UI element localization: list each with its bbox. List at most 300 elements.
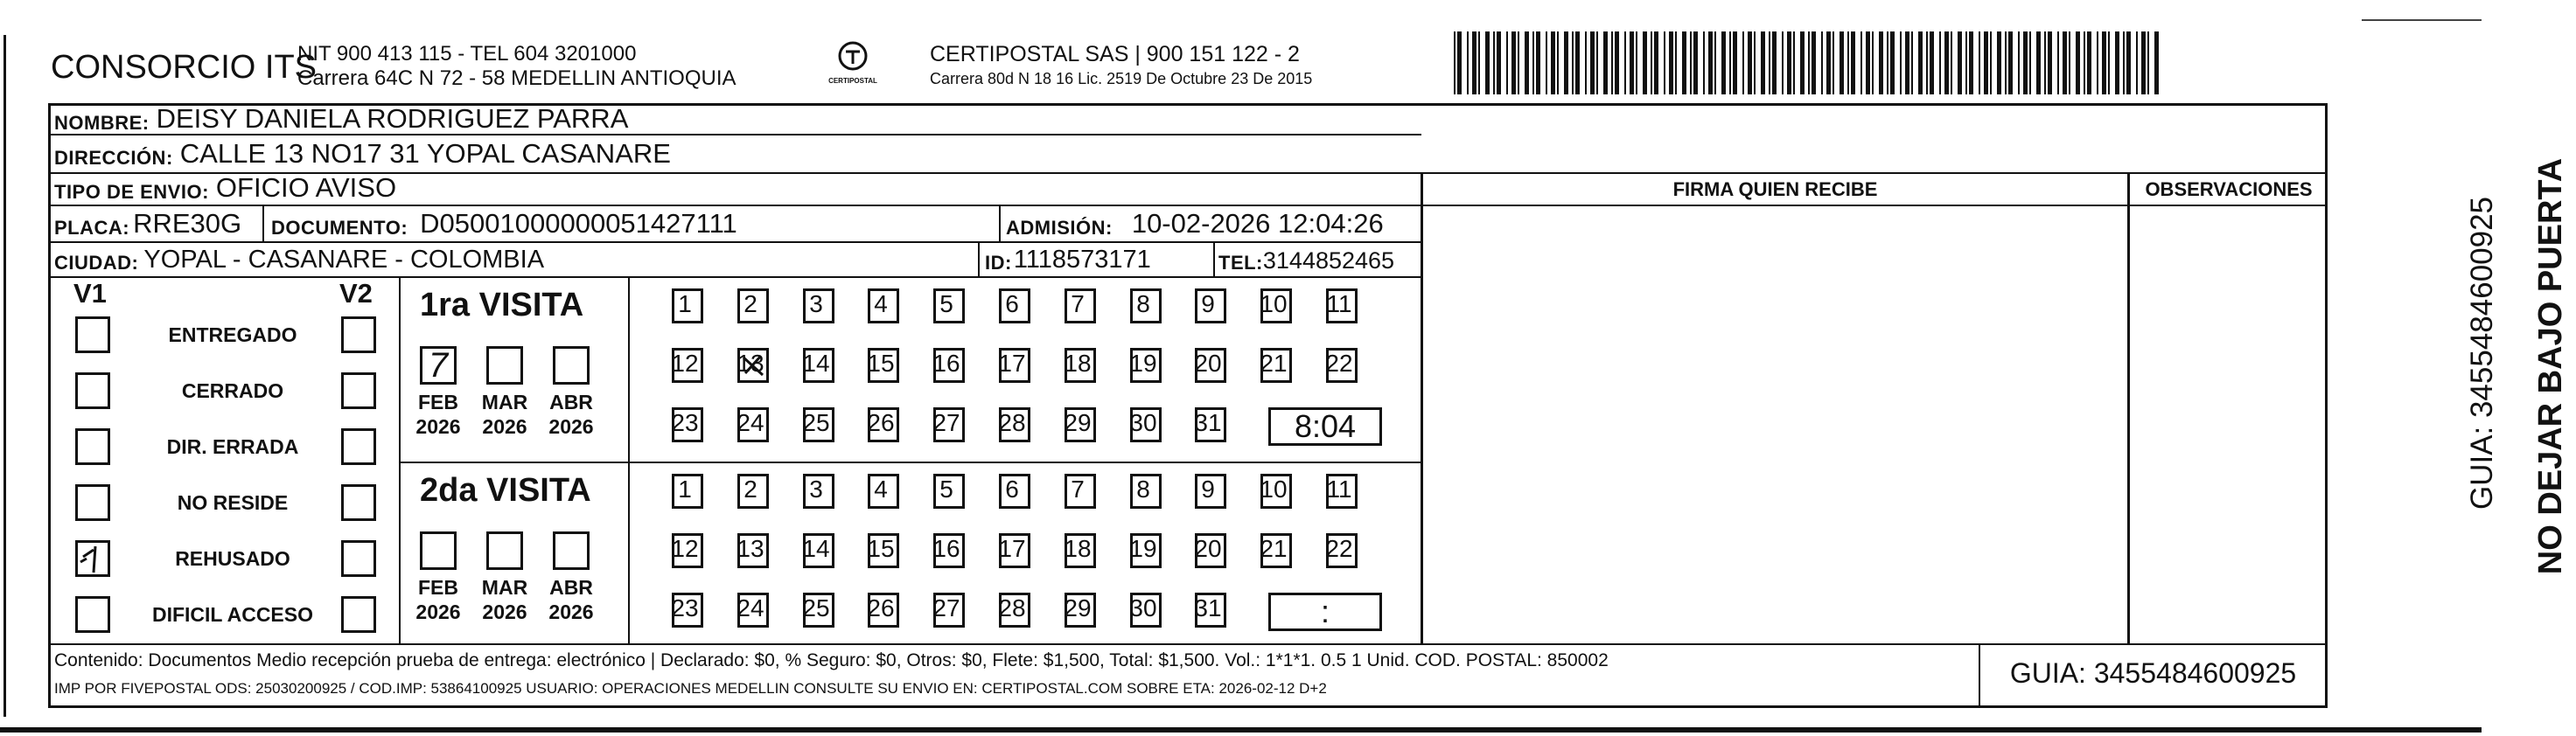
- barcode-bar: [2097, 31, 2098, 94]
- day-box[interactable]: [1326, 288, 1358, 323]
- day-box[interactable]: [672, 533, 703, 568]
- barcode-bar: [2048, 31, 2052, 94]
- barcode-bar: [1532, 31, 1534, 94]
- barcode-bar: [1939, 31, 1941, 94]
- barcode-bar: [1847, 31, 1849, 94]
- day-number: 18: [1064, 350, 1092, 377]
- status-divider: [399, 276, 401, 643]
- barcode-bar: [1611, 31, 1613, 94]
- day-number: 27: [932, 409, 960, 436]
- day-box[interactable]: [1130, 474, 1162, 509]
- v2-label: V2: [339, 278, 373, 309]
- barcode-bar: [1984, 31, 1988, 94]
- day-number: 12: [671, 350, 699, 377]
- barcode-bar: [1575, 31, 1580, 94]
- firma-divider: [1421, 172, 1423, 644]
- day-box[interactable]: [999, 474, 1030, 509]
- v2-checkbox[interactable]: [341, 316, 376, 353]
- time-value: 8:04: [1294, 408, 1357, 444]
- day-box[interactable]: [1260, 348, 1292, 383]
- v2-checkbox[interactable]: [341, 428, 376, 465]
- footer-guia: GUIA: 3455484600925: [2009, 657, 2297, 689]
- day-box[interactable]: [803, 288, 834, 323]
- day-box[interactable]: [933, 348, 965, 383]
- tel-label: TEL:: [1218, 252, 1263, 274]
- day-box[interactable]: [1195, 474, 1226, 509]
- tel-row: [1218, 243, 1394, 274]
- month-label: FEB: [418, 576, 458, 599]
- day-number: 17: [998, 535, 1026, 562]
- day-box[interactable]: [803, 533, 834, 568]
- barcode-bar: [1887, 31, 1888, 94]
- day-number: 2: [743, 476, 757, 503]
- month-checkbox[interactable]: [420, 531, 457, 570]
- barcode-bar: [1979, 31, 1980, 94]
- ciudad-value: YOPAL - CASANARE - COLOMBIA: [143, 246, 545, 274]
- barcode-bar: [1833, 31, 1834, 94]
- barcode-bar: [1930, 31, 1934, 94]
- barcode-bar: [2115, 31, 2119, 94]
- v2-checkbox[interactable]: [341, 540, 376, 577]
- barcode-bar: [1708, 31, 1713, 94]
- status-label: DIFICIL ACCESO: [151, 603, 313, 626]
- v1-checkbox[interactable]: [75, 596, 110, 633]
- barcode-bar: [1643, 31, 1647, 94]
- admision-row: [1006, 206, 1384, 240]
- barcode-bar: [1733, 31, 1737, 94]
- day-box[interactable]: [803, 593, 834, 628]
- status-label: REHUSADO: [175, 547, 290, 570]
- barcode-bar: [1546, 31, 1547, 94]
- status-label: ENTREGADO: [168, 323, 297, 346]
- id-value: 1118573171: [1013, 246, 1151, 274]
- day-box[interactable]: [672, 474, 703, 509]
- day-box[interactable]: [868, 288, 899, 323]
- barcode-bar: [1536, 31, 1540, 94]
- side-guia: GUIA: 3455484600925: [2465, 196, 2499, 510]
- footer-impresion: IMP POR FIVEPOSTAL ODS: 25030200925 / COD.IMP: 53864100925 USUARIO: OPERACIONES MEDELLIN CONSULTE SU ENVIO EN: CERTIPOSTAL.COM SOBRE ETA: 2026-02-12 D+2: [54, 680, 1327, 697]
- v1-checkbox[interactable]: [75, 428, 110, 465]
- barcode-bar: [1840, 31, 1844, 94]
- day-number: 16: [932, 535, 960, 562]
- status-label: CERRADO: [181, 379, 284, 402]
- day-box[interactable]: [1130, 593, 1162, 628]
- barcode-bar: [1958, 31, 1962, 94]
- day-number: 3: [809, 476, 823, 503]
- day-box[interactable]: [868, 407, 899, 442]
- tipo-envio-label: TIPO DE ENVIO:: [54, 181, 209, 203]
- barcode-bar: [2087, 31, 2091, 94]
- day-box[interactable]: [1130, 288, 1162, 323]
- nombre-value: DEISY DANIELA RODRIGUEZ PARRA: [156, 103, 629, 134]
- day-box[interactable]: [999, 288, 1030, 323]
- company-nit: NIT 900 413 115 - TEL 604 3201000: [297, 42, 637, 66]
- day-box[interactable]: [1065, 474, 1096, 509]
- ciudad-label: CIUDAD:: [54, 252, 139, 274]
- day-number: 20: [1194, 350, 1222, 377]
- placa-divider: [262, 205, 264, 241]
- barcode-bar: [2136, 31, 2138, 94]
- barcode-bar: [1826, 31, 1831, 94]
- day-number: 6: [1005, 290, 1019, 317]
- day-box[interactable]: [737, 474, 769, 509]
- month-checkbox[interactable]: [553, 346, 590, 385]
- barcode-bar: [1506, 31, 1508, 94]
- day-number: 1: [678, 290, 692, 317]
- barcode-bar: [1654, 31, 1658, 94]
- logo-text: CERTIPOSTAL: [828, 77, 877, 85]
- firma-signature-area[interactable]: [1424, 206, 2126, 642]
- barcode-bar: [1511, 31, 1516, 94]
- tel-value: 3144852465: [1262, 247, 1395, 274]
- day-box[interactable]: [868, 593, 899, 628]
- year-label: 2026: [548, 601, 594, 623]
- barcode-bar: [1493, 31, 1495, 94]
- tipo-envio-value: OFICIO AVISO: [215, 172, 397, 203]
- barcode-bar: [1467, 31, 1469, 94]
- barcode-bar: [1624, 31, 1626, 94]
- day-number: 21: [1260, 535, 1288, 562]
- barcode-bar: [1900, 31, 1902, 94]
- day-box[interactable]: [737, 593, 769, 628]
- day-box[interactable]: [737, 348, 769, 383]
- certipostal-nit: CERTIPOSTAL SAS | 900 151 122 - 2: [930, 42, 1300, 66]
- day-number: 26: [867, 409, 895, 436]
- month-label: ABR: [549, 576, 593, 599]
- month-label: ABR: [549, 391, 593, 413]
- day-box[interactable]: [933, 474, 965, 509]
- day-box[interactable]: [803, 407, 834, 442]
- barcode-bar: [1564, 31, 1568, 94]
- day-box[interactable]: [1130, 348, 1162, 383]
- barcode-bar: [1793, 31, 1795, 94]
- day-box[interactable]: [933, 407, 965, 442]
- day-number: 3: [809, 290, 823, 317]
- day-number: 31: [1194, 409, 1222, 436]
- day-number: 13: [736, 535, 764, 562]
- barcode-bar: [2108, 31, 2110, 94]
- day-box[interactable]: [1130, 407, 1162, 442]
- barcode-bar: [1905, 31, 1909, 94]
- day-number: 8: [1136, 476, 1150, 503]
- nombre-row: [54, 103, 628, 135]
- day-box[interactable]: [1195, 348, 1226, 383]
- barcode-bar: [1860, 31, 1862, 94]
- row-line: [48, 276, 1421, 278]
- visit-divider: [399, 462, 1422, 463]
- bottom-border: [0, 727, 2482, 733]
- barcode-bar: [1596, 31, 1598, 94]
- visit-days-divider: [628, 276, 630, 643]
- barcode-bar: [2063, 31, 2067, 94]
- v2-checkbox[interactable]: [341, 484, 376, 521]
- day-box[interactable]: [672, 288, 703, 323]
- day-box[interactable]: [672, 348, 703, 383]
- day-number: 19: [1129, 350, 1157, 377]
- day-box[interactable]: [803, 474, 834, 509]
- day-number: 19: [1129, 535, 1157, 562]
- day-number: 13: [736, 350, 764, 377]
- day-number: 17: [998, 350, 1026, 377]
- check-mark-icon: [78, 543, 108, 574]
- year-label: 2026: [415, 415, 461, 438]
- day-number: 28: [998, 409, 1026, 436]
- admision-label: ADMISIÓN:: [1006, 217, 1113, 239]
- barcode-bar: [1636, 31, 1637, 94]
- barcode-bar: [1969, 31, 1973, 94]
- day-box[interactable]: [1065, 533, 1096, 568]
- day-number: 30: [1129, 594, 1157, 621]
- admision-value: 10-02-2026 12:04:26: [1131, 208, 1384, 239]
- day-box[interactable]: [1195, 593, 1226, 628]
- barcode-bar: [1572, 31, 1574, 94]
- day-number: 14: [802, 350, 830, 377]
- day-number: 23: [671, 594, 699, 621]
- barcode-bar: [2126, 31, 2131, 94]
- day-box[interactable]: [999, 407, 1030, 442]
- barcode-bar: [1675, 31, 1677, 94]
- barcode-bar: [2147, 31, 2149, 94]
- barcode-bar: [2102, 31, 2106, 94]
- day-box[interactable]: [1065, 407, 1096, 442]
- day-box[interactable]: [933, 288, 965, 323]
- day-box[interactable]: [999, 348, 1030, 383]
- barcode-bar: [2044, 31, 2046, 94]
- observaciones-header: OBSERVACIONES: [2145, 178, 2313, 200]
- footer-contenido: Contenido: Documentos Medio recepción prueba de entrega: electrónico | Declarado: $0, % Seguro: $0, Otros: $0, Flete: $1,500, Total: $1,500. Vol.: 1*1*1. 0.5 1 Unid. COD. POSTAL: 850002: [54, 650, 1609, 670]
- time-value: :: [1320, 594, 1330, 629]
- day-box[interactable]: [1195, 407, 1226, 442]
- direccion-row: [54, 138, 671, 170]
- month-checkbox[interactable]: [420, 346, 457, 385]
- day-number: 18: [1064, 535, 1092, 562]
- day-box[interactable]: [933, 533, 965, 568]
- day-number: 29: [1064, 594, 1092, 621]
- day-box[interactable]: [737, 533, 769, 568]
- day-number: 9: [1201, 476, 1215, 503]
- month-label: FEB: [418, 391, 458, 413]
- id-divider: [978, 241, 980, 276]
- barcode-bar: [1742, 31, 1744, 94]
- certipostal-address: Carrera 80d N 18 16 Lic. 2519 De Octubre 23 De 2015: [930, 70, 1313, 87]
- admision-divider: [999, 205, 1001, 241]
- documento-label: DOCUMENTO:: [271, 217, 408, 239]
- v1-checkbox[interactable]: [75, 484, 110, 521]
- day-box[interactable]: [999, 533, 1030, 568]
- barcode-bar: [1472, 31, 1476, 94]
- barcode-bar: [1497, 31, 1501, 94]
- day-box[interactable]: [1065, 593, 1096, 628]
- day-number: 6: [1005, 476, 1019, 503]
- day-number: 22: [1325, 350, 1353, 377]
- month-label: MAR: [481, 576, 528, 599]
- barcode-bar: [1872, 31, 1874, 94]
- barcode-bar: [1754, 31, 1756, 94]
- barcode-bar: [2123, 31, 2125, 94]
- side-warning: NO DEJAR BAJO PUERTA: [2532, 157, 2569, 575]
- day-box[interactable]: [1326, 348, 1358, 383]
- day-box[interactable]: [933, 593, 965, 628]
- tel-divider: [1213, 241, 1215, 276]
- barcode-bar: [1551, 31, 1555, 94]
- day-box[interactable]: [737, 288, 769, 323]
- day-box[interactable]: [1326, 533, 1358, 568]
- v1-checkbox[interactable]: [75, 540, 110, 577]
- barcode-bar: [1812, 31, 1816, 94]
- day-number: 16: [932, 350, 960, 377]
- status-label: DIR. ERRADA: [166, 435, 299, 458]
- day-box[interactable]: [803, 348, 834, 383]
- status-label: NO RESIDE: [177, 491, 289, 514]
- day-number: 26: [867, 594, 895, 621]
- v2-checkbox[interactable]: [341, 596, 376, 633]
- observaciones-area[interactable]: [2131, 206, 2327, 642]
- barcode-bar: [2018, 31, 2020, 94]
- day-number: 24: [736, 409, 764, 436]
- day-number: 2: [743, 290, 757, 317]
- day-number: 29: [1064, 409, 1092, 436]
- v1-checkbox[interactable]: [75, 316, 110, 353]
- barcode-bar: [1879, 31, 1883, 94]
- day-number: 5: [939, 476, 953, 503]
- day-number: 14: [802, 535, 830, 562]
- barcode-bar: [2141, 31, 2146, 94]
- day-cross-mark: [740, 351, 766, 380]
- barcode-bar: [2069, 31, 2070, 94]
- barcode-bar: [1800, 31, 1805, 94]
- day-box[interactable]: [737, 407, 769, 442]
- company-name: CONSORCIO ITS: [51, 49, 318, 86]
- direccion-value: CALLE 13 NO17 31 YOPAL CASANARE: [179, 138, 671, 169]
- barcode-bar: [2076, 31, 2080, 94]
- barcode-bar: [2084, 31, 2085, 94]
- month-mark: 7: [428, 346, 449, 385]
- barcode-bar: [1669, 31, 1673, 94]
- barcode-bar: [1851, 31, 1855, 94]
- id-row: [985, 243, 1151, 274]
- day-number: 20: [1194, 535, 1222, 562]
- day-box[interactable]: [868, 533, 899, 568]
- day-box[interactable]: [1326, 474, 1358, 509]
- barcode-bar: [1651, 31, 1652, 94]
- month-checkbox[interactable]: [486, 346, 523, 385]
- barcode-bar: [2057, 31, 2059, 94]
- barcode-bar: [2008, 31, 2013, 94]
- barcode-bar: [1729, 31, 1731, 94]
- day-box[interactable]: [1260, 288, 1292, 323]
- day-number: 11: [1326, 476, 1352, 503]
- day-box[interactable]: [1260, 533, 1292, 568]
- barcode-bar: [1557, 31, 1559, 94]
- left-border: [3, 35, 6, 717]
- time-field[interactable]: [1268, 407, 1382, 446]
- firma-header: FIRMA QUIEN RECIBE: [1672, 178, 1878, 200]
- month-checkbox[interactable]: [553, 531, 590, 570]
- barcode-bar: [1485, 31, 1490, 94]
- barcode-bar: [1911, 31, 1913, 94]
- placa-value: RRE30G: [133, 208, 242, 239]
- barcode-bar: [1693, 31, 1698, 94]
- nombre-label: NOMBRE:: [54, 112, 150, 134]
- barcode: [1454, 31, 2161, 94]
- v2-checkbox[interactable]: [341, 372, 376, 409]
- company-address: Carrera 64C N 72 - 58 MEDELLIN ANTIOQUIA: [297, 66, 736, 90]
- day-box[interactable]: [868, 474, 899, 509]
- day-box[interactable]: [1130, 533, 1162, 568]
- month-checkbox[interactable]: [486, 531, 523, 570]
- documento-value: D05001000000051427111: [420, 208, 737, 239]
- day-number: 1: [678, 476, 692, 503]
- documento-row: [271, 206, 737, 240]
- day-number: 7: [1071, 476, 1085, 503]
- barcode-bar: [1457, 31, 1462, 94]
- year-label: 2026: [482, 601, 527, 623]
- barcode-bar: [1590, 31, 1595, 94]
- barcode-bar: [1761, 31, 1765, 94]
- visit-title: 2da VISITA: [420, 472, 591, 509]
- barcode-bar: [2029, 31, 2031, 94]
- day-number: 7: [1071, 290, 1085, 317]
- year-label: 2026: [482, 415, 527, 438]
- barcode-bar: [1630, 31, 1634, 94]
- tipo-envio-row: [54, 172, 396, 204]
- barcode-bar: [1525, 31, 1529, 94]
- day-box[interactable]: [672, 593, 703, 628]
- day-number: 5: [939, 290, 953, 317]
- barcode-bar: [1782, 31, 1784, 94]
- day-box[interactable]: [1260, 474, 1292, 509]
- v1-checkbox[interactable]: [75, 372, 110, 409]
- time-field[interactable]: [1268, 593, 1382, 631]
- day-box[interactable]: [672, 407, 703, 442]
- barcode-bar: [2154, 31, 2159, 94]
- barcode-bar: [1926, 31, 1928, 94]
- day-number: 27: [932, 594, 960, 621]
- day-box[interactable]: [1195, 288, 1226, 323]
- day-number: 25: [802, 409, 830, 436]
- barcode-bar: [1866, 31, 1870, 94]
- day-box[interactable]: [1065, 288, 1096, 323]
- day-number: 11: [1326, 290, 1352, 317]
- barcode-bar: [1682, 31, 1686, 94]
- year-label: 2026: [415, 601, 461, 623]
- day-number: 9: [1201, 290, 1215, 317]
- barcode-bar: [1769, 31, 1770, 94]
- day-box[interactable]: [1195, 533, 1226, 568]
- barcode-bar: [1997, 31, 2001, 94]
- certipostal-logo: [822, 38, 883, 93]
- v1-label: V1: [73, 278, 107, 309]
- barcode-bar: [1918, 31, 1923, 94]
- barcode-bar: [1890, 31, 1895, 94]
- direccion-label: DIRECCIÓN:: [54, 147, 173, 169]
- day-number: 15: [867, 350, 895, 377]
- placa-label: PLACA:: [54, 217, 130, 239]
- day-box[interactable]: [868, 348, 899, 383]
- day-number: 10: [1260, 290, 1288, 317]
- year-label: 2026: [548, 415, 594, 438]
- day-box[interactable]: [999, 593, 1030, 628]
- day-number: 23: [671, 409, 699, 436]
- day-number: 10: [1260, 476, 1288, 503]
- barcode-bar: [1721, 31, 1726, 94]
- barcode-bar: [1748, 31, 1752, 94]
- day-number: 25: [802, 594, 830, 621]
- barcode-bar: [1615, 31, 1619, 94]
- day-number: 28: [998, 594, 1026, 621]
- day-box[interactable]: [1065, 348, 1096, 383]
- row-line: [48, 643, 2328, 645]
